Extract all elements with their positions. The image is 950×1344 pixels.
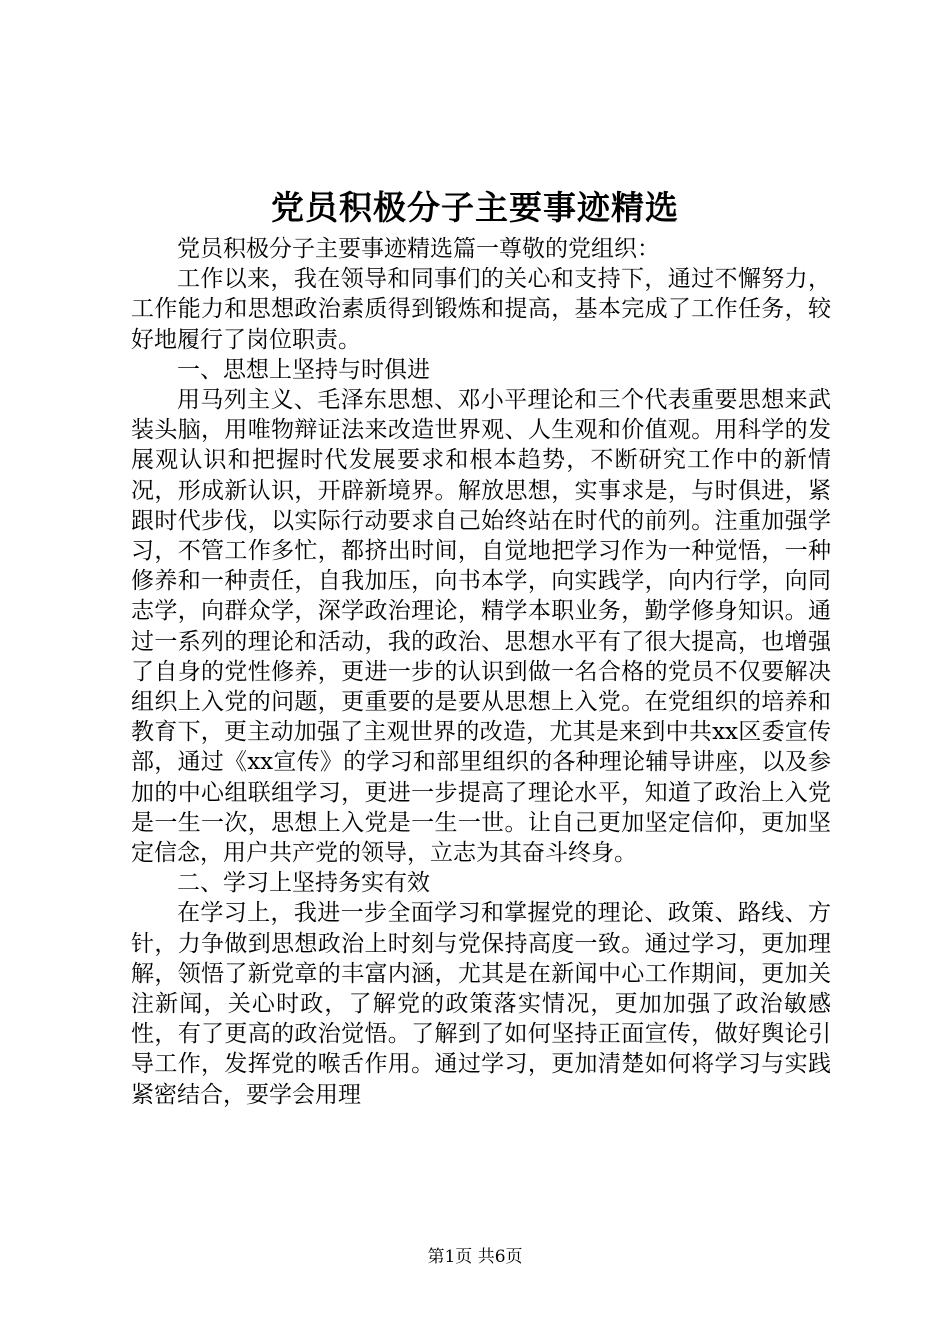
- paragraph-salutation: 党员积极分子主要事迹精选篇一尊敬的党组织：: [177, 236, 660, 262]
- document-body: [131, 234, 831, 1110]
- section-heading-1: 一、思想上坚持与时俱进: [177, 356, 430, 383]
- paragraph-intro: 工作以来，我在领导和同事们的关心和支持下，通过不懈努力，工作能力和思想政治素质得到锻炼和提高，基本完成了工作任务，较好地履行了岗位职责。: [131, 266, 831, 353]
- paragraph-section-2: 在学习上，我进一步全面学习和掌握党的理论、政策、路线、方针，力争做到思想政治上时刻与党保持高度一致。通过学习，更加理解，领悟了新党章的丰富内涵，尤其是在新闻中心工作期间，更加关注新闻，关心时政，了解党的政策落实情况，更加加强了政治敏感性，有了更高的政治觉悟。了解到了如何坚持正面宣传，做好舆论引导工作，发挥党的喉舌作用。通过学习，更加清楚如何将学习与实践紧密结合，要学会用理: [131, 900, 831, 1108]
- section-heading-2: 二、学习上坚持务实有效: [177, 870, 430, 897]
- document-title: 党员积极分子主要事迹精选: [271, 188, 679, 227]
- page-footer: 第1页 共6页: [427, 1247, 523, 1267]
- paragraph-section-1: 用马列主义、毛泽东思想、邓小平理论和三个代表重要思想来武装头脑，用唯物辩证法来改造世界观、人生观和价值观。用科学的发展观认识和把握时代发展要求和根本趋势，不断研究工作中的新情况，形成新认识，开辟新境界。解放思想，实事求是，与时俱进，紧跟时代步伐，以实际行动要求自己始终站在时代的前列。注重加强学习，不管工作多忙，都挤出时间，自觉地把学习作为一种觉悟，一种修养和一种责任，自我加压，向书本学，向实践学，向内行学，向同志学，向群众学，深学政治理论，精学本职业务，勤学修身知识。通过一系列的理论和活动，我的政治、思想水平有了很大提高，也增强了自身的党性修养，更进一步的认识到做一名合格的党员不仅要解决组织上入党的问题，更重要的是要从思想上入党。在党组织的培养和教育下，更主动加强了主观世界的改造，尤其是来到中共xx区委宣传部，通过《xx宣传》的学习和部里组织的各种理论辅导讲座，以及参加的中心组联组学习，更进一步提高了理论水平，知道了政治上入党是一生一次，思想上入党是一生一世。让自己更加坚定信仰，更加坚定信念，用户共产党的领导，立志为其奋斗终身。: [131, 387, 831, 867]
